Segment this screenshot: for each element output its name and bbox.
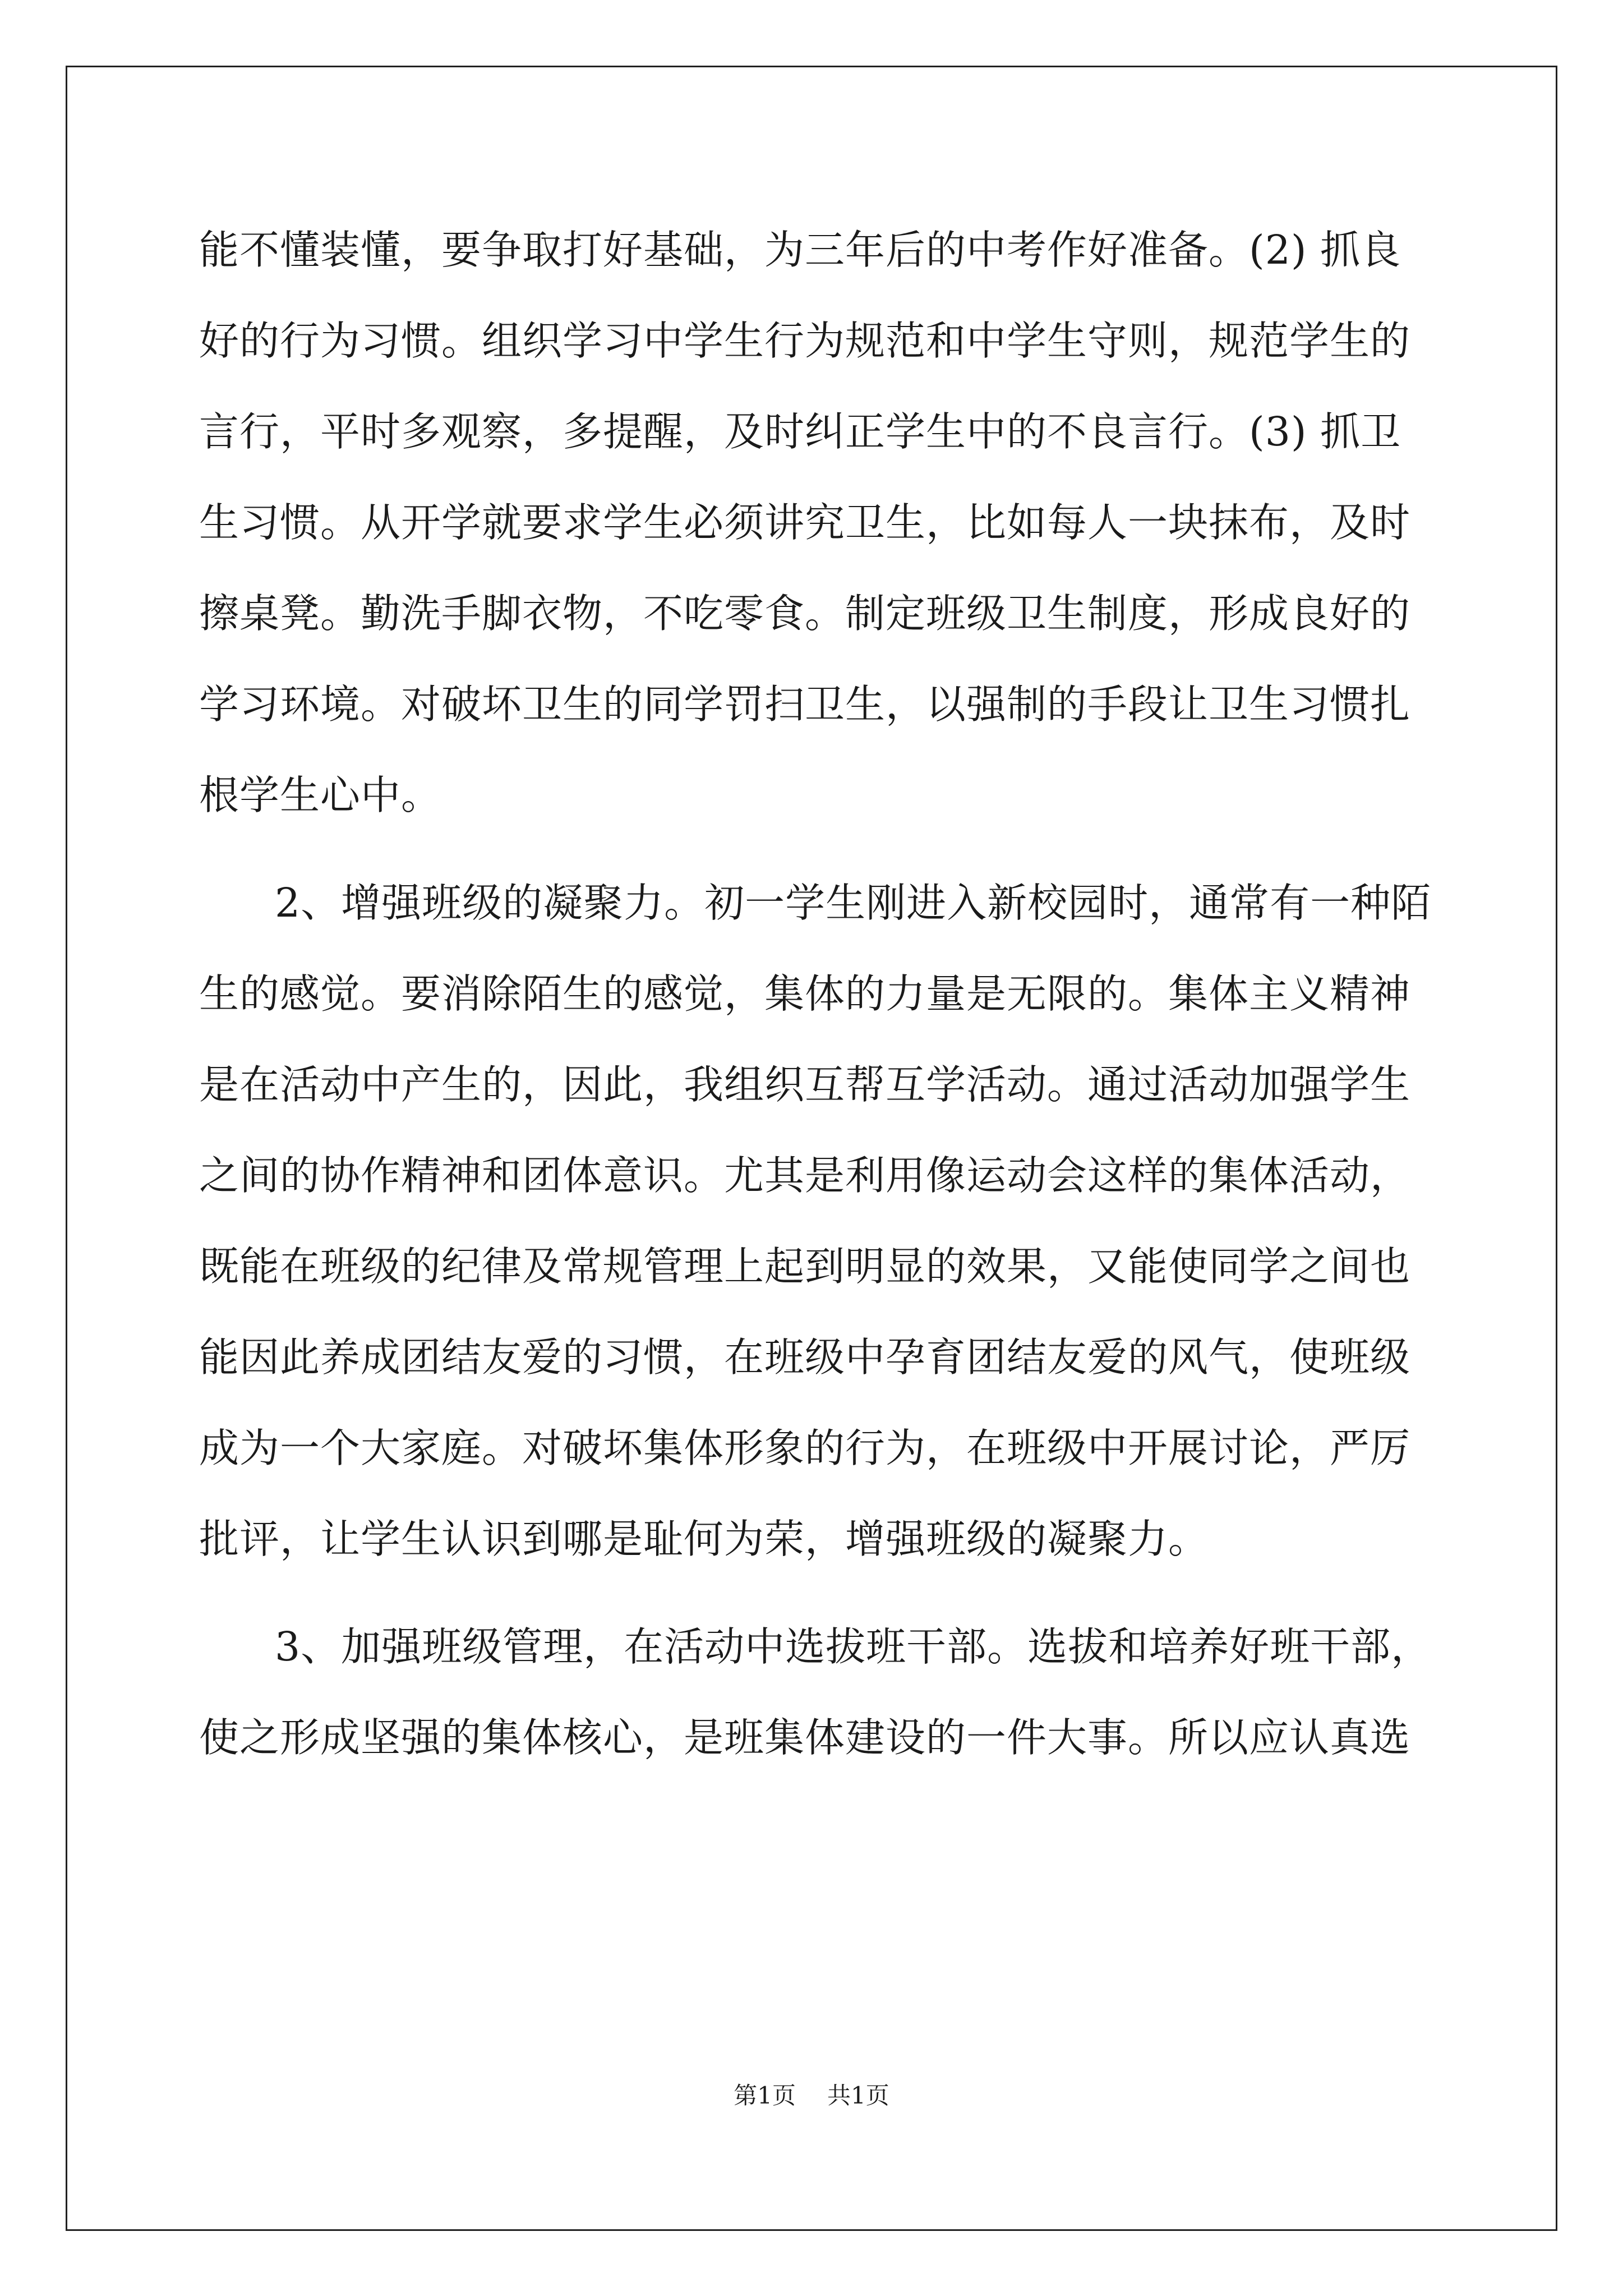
text-line: 擦桌凳。勤洗手脚衣物，不吃零食。制定班级卫生制度，形成良好的 xyxy=(199,590,1411,637)
paragraph-1 xyxy=(199,205,1433,841)
text-line: 生习惯。从开学就要求学生必须讲究卫生，比如每人一块抹布，及时 xyxy=(199,499,1411,546)
paragraph-gap xyxy=(199,841,1433,858)
text-line: 根学生心中。 xyxy=(199,772,442,818)
text-line: 好的行为习惯。组织学习中学生行为规范和中学生守则，规范学生的 xyxy=(199,318,1411,364)
page-number: 第1页 xyxy=(734,2082,796,2109)
text-line: 3、加强班级管理，在活动中选拔班干部。选拔和培养好班干部， xyxy=(275,1623,1432,1670)
text-line: 2、增强班级的凝聚力。初一学生刚进入新校园时，通常有一种陌 xyxy=(275,880,1432,926)
text-line: 生的感觉。要消除陌生的感觉，集体的力量是无限的。集体主义精神 xyxy=(199,970,1411,1017)
page-footer xyxy=(0,2079,1623,2113)
page-total: 共1页 xyxy=(827,2082,889,2109)
text-line: 能不懂装懂，要争取打好基础，为三年后的中考作好准备。(2) 抓良 xyxy=(199,227,1401,273)
paragraph-2 xyxy=(199,858,1433,1585)
text-line: 成为一个大家庭。对破坏集体形象的行为，在班级中开展讨论，严厉 xyxy=(199,1425,1411,1471)
text-line: 批评，让学生认识到哪是耻何为荣，增强班级的凝聚力。 xyxy=(199,1516,1209,1562)
text-line: 言行，平时多观察，多提醒，及时纠正学生中的不良言行。(3) 抓卫 xyxy=(199,408,1401,455)
text-line: 既能在班级的纪律及常规管理上起到明显的效果，又能使同学之间也 xyxy=(199,1243,1411,1290)
text-line: 是在活动中产生的，因此，我组织互帮互学活动。通过活动加强学生 xyxy=(199,1061,1411,1108)
text-line: 学习环境。对破坏卫生的同学罚扫卫生，以强制的手段让卫生习惯扎 xyxy=(199,681,1411,728)
paragraph-3 xyxy=(199,1602,1433,1783)
document-body xyxy=(199,205,1433,1783)
paragraph-gap xyxy=(199,1585,1433,1602)
text-line: 能因此养成团结友爱的习惯，在班级中孕育团结友爱的风气，使班级 xyxy=(199,1334,1411,1381)
text-line: 使之形成坚强的集体核心，是班集体建设的一件大事。所以应认真选 xyxy=(199,1714,1411,1761)
text-line: 之间的协作精神和团体意识。尤其是利用像运动会这样的集体活动， xyxy=(199,1152,1411,1199)
